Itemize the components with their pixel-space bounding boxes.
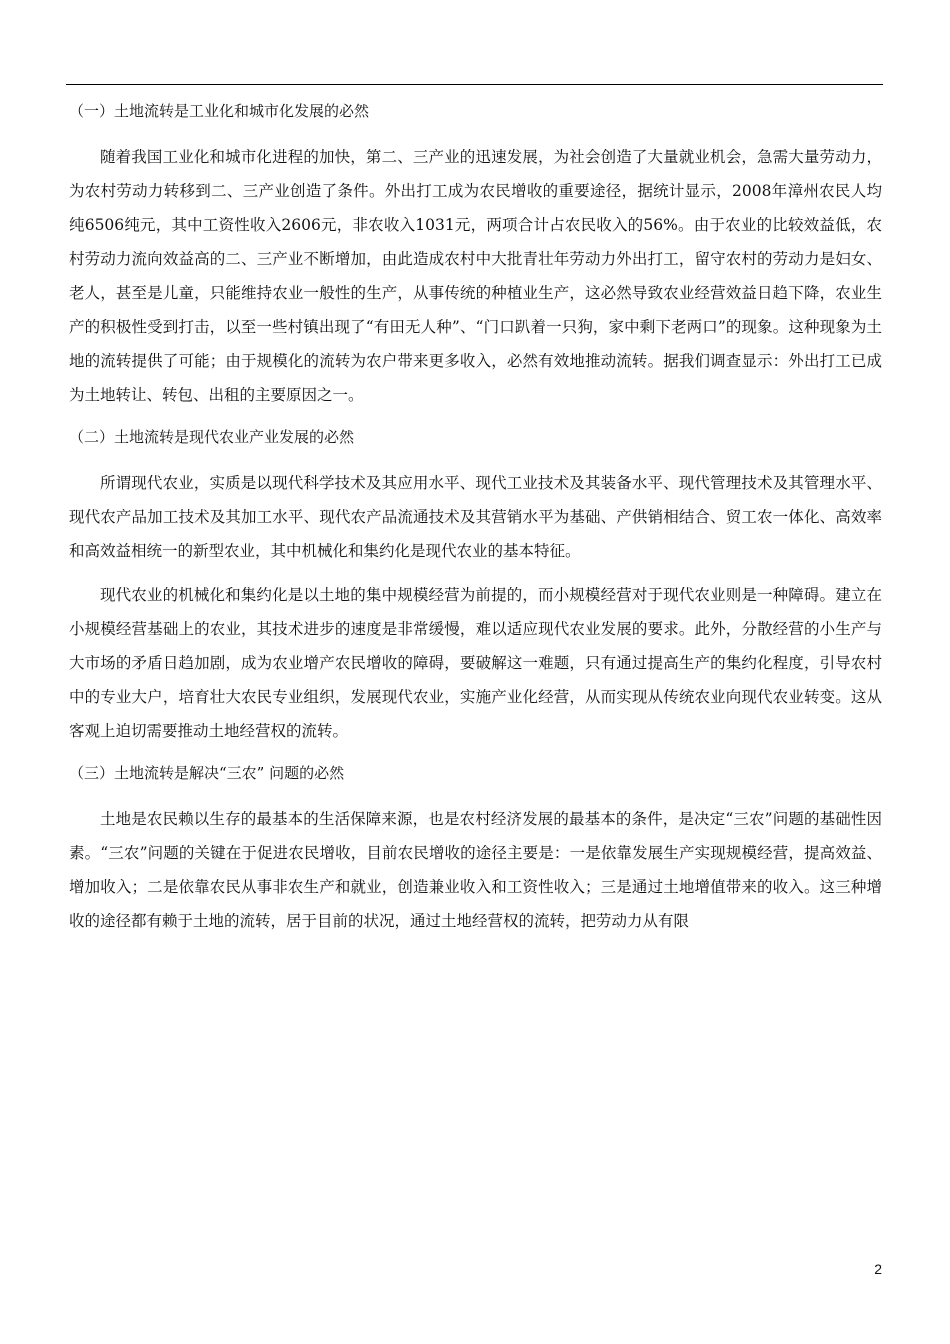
section-heading-1: （一）土地流转是工业化和城市化发展的必然 <box>69 102 370 120</box>
document-body <box>69 96 882 948</box>
section-3-paragraph-1: 土地是农民赖以生存的最基本的生活保障来源，也是农村经济发展的最基本的条件，是决定“三农”问题的基础性因素。“三农”问题的关键在于促进农民增收，目前农民增收的途径主要是：一是依靠发展生产实现规模经营，提高效益、增加收入；二是依靠农民从事非农生产和就业，创造兼业收入和工资性收入；三是通过土地增值带来的收入。这三种增收的途径都有赖于土地的流转，居于目前的状况，通过土地经营权的流转，把劳动力从有限 <box>69 810 882 930</box>
page-number: 2 <box>874 1261 882 1277</box>
section-1-paragraph-1: 随着我国工业化和城市化进程的加快，第二、三产业的迅速发展，为社会创造了大量就业机会，急需大量劳动力，为农村劳动力转移到二、三产业创造了条件。外出打工成为农民增收的重要途径，据统计显示，2008年漳州农民人均纯6506纯元，其中工资性收入2606元，非农收入1031元，两项合计占农民收入的56%。由于农业的比较效益低，农村劳动力流向效益高的二、三产业不断增加，由此造成农村中大批青壮年劳动力外出打工，留守农村的劳动力是妇女、老人，甚至是儿童，只能维持农业一般性的生产，从事传统的种植业生产，这必然导致农业经营效益日趋下降，农业生产的积极性受到打击，以至一些村镇出现了“有田无人种”、“门口趴着一只狗，家中剩下老两口”的现象。这种现象为土地的流转提供了可能；由于规模化的流转为农户带来更多收入，必然有效地推动流转。据我们调查显示：外出打工已成为土地转让、转包、出租的主要原因之一。 <box>69 148 882 404</box>
section-heading-2: （二）土地流转是现代农业产业发展的必然 <box>69 428 355 446</box>
section-2-paragraph-1: 所谓现代农业，实质是以现代科学技术及其应用水平、现代工业技术及其装备水平、现代管理技术及其管理水平、现代农产品加工技术及其加工水平、现代农产品流通技术及其营销水平为基础、产供销相结合、贸工农一体化、高效率和高效益相统一的新型农业，其中机械化和集约化是现代农业的基本特征。 <box>69 474 882 560</box>
header-rule <box>66 84 883 85</box>
section-2-paragraph-2: 现代农业的机械化和集约化是以土地的集中规模经营为前提的，而小规模经营对于现代农业则是一种障碍。建立在小规模经营基础上的农业，其技术进步的速度是非常缓慢，难以适应现代农业发展的要求。此外，分散经营的小生产与大市场的矛盾日趋加剧，成为农业增产农民增收的障碍，要破解这一难题，只有通过提高生产的集约化程度，引导农村中的专业大户，培育壮大农民专业组织，发展现代农业，实施产业化经营，从而实现从传统农业向现代农业转变。这从客观上迫切需要推动土地经营权的流转。 <box>69 586 882 740</box>
section-heading-3: （三）土地流转是解决“三农” 问题的必然 <box>69 764 345 782</box>
